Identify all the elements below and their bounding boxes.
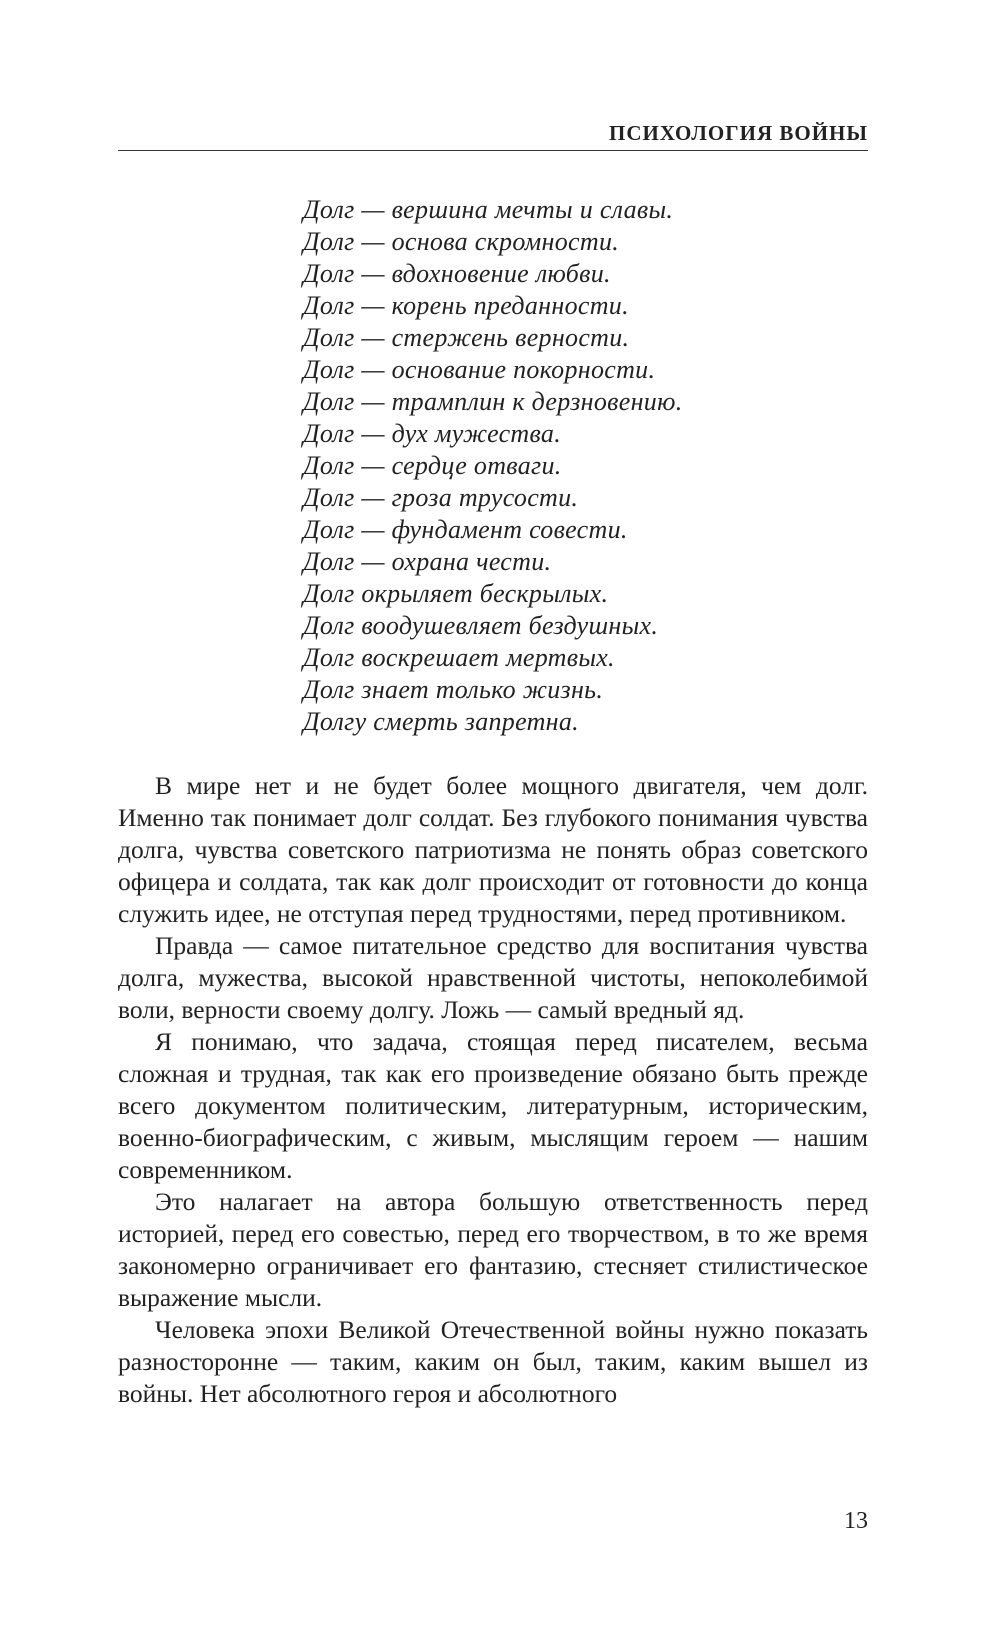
poem-line: Долг — гроза трусости. [303,483,579,512]
poem-line: Долг — сердце отваги. [303,451,562,480]
running-header [118,118,868,151]
poem-line: Долг — трамплин к дерзновению. [303,387,683,416]
poem-line: Долг — основание покорности. [303,355,656,384]
poem-line: Долг воодушевляет бездушных. [303,611,659,640]
poem-line: Долг воскрешает мертвых. [303,643,615,672]
poem-line: Долг — стержень верности. [303,323,630,352]
poem-line: Долг — вдохновение любви. [303,259,611,288]
running-header-title: ПСИХОЛОГИЯ ВОЙНЫ [609,121,868,145]
body-text [118,770,868,1410]
poem-line: Долг — охрана чести. [303,547,552,576]
poem-line: Долг — основа скромности. [303,227,620,256]
paragraph: В мире нет и не будет более мощного двигателя, чем долг. Именно так понимает долг солдат. Без глубокого понимания чувства долга, чувства советского патриотизма не понять образ советского офицера и солдата, так как долг происходит от готовности до конца служить идее, не отступая перед трудностями, перед противником. [118,771,868,928]
paragraph: Я понимаю, что задача, стоящая перед писателем, весьма сложная и трудная, так как его произведение обязано быть прежде всего документом политическим, литературным, историческим, военно-биографическим, с живым, мыслящим героем — нашим современником. [118,1027,868,1184]
paragraph: Правда — самое питательное средство для воспитания чувства долга, мужества, высокой нравственной чистоты, непоколебимой воли, верности своему долгу. Ложь — самый вредный яд. [118,931,868,1024]
poem [303,194,683,738]
poem-line: Долг — фундамент совести. [303,515,628,544]
poem-line: Долг — дух мужества. [303,419,561,448]
poem-line: Долг — вершина мечты и славы. [303,195,674,224]
paragraph: Человека эпохи Великой Отечественной войны нужно показать разносторонне — таким, каким он был, таким, каким вышел из войны. Нет абсолютного героя и абсолютного [118,1315,868,1408]
poem-line: Долг знает только жизнь. [303,675,604,704]
paragraph: Это налагает на автора большую ответственность перед историей, перед его совестью, перед его творчеством, в то же время закономерно ограничивает его фантазию, стесняет стилистическое выражение мысли. [118,1187,868,1312]
page-number: 13 [844,1508,868,1534]
poem-line: Долг — корень преданности. [303,291,629,320]
poem-line: Долгу смерть запретна. [303,707,579,736]
poem-line: Долг окрыляет бескрылых. [303,579,609,608]
